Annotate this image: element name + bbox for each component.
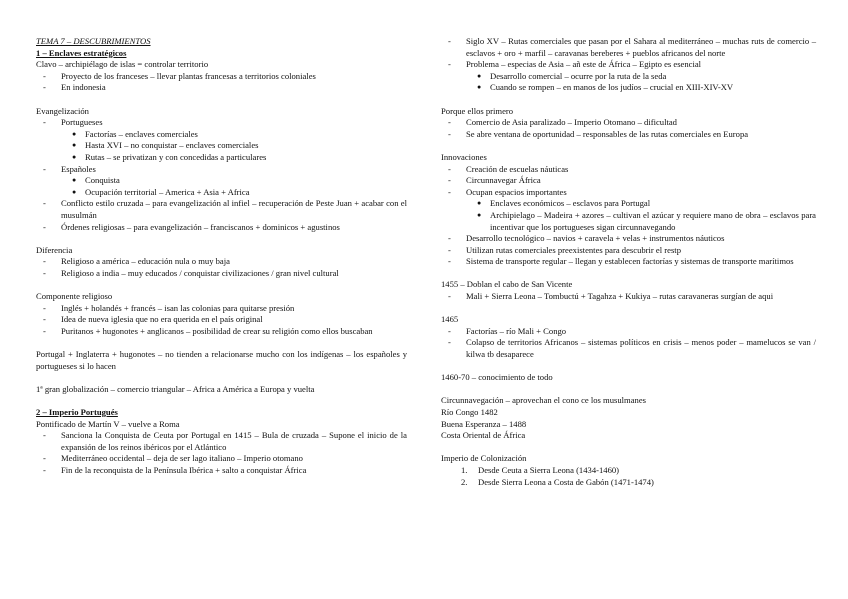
- sub-list-item: ● Archipielago – Madeira + azores – cultivan el azúcar y requiere mano de obra – esclavos para incentivar que los portugueses sigan circunnavegando: [477, 209, 816, 232]
- list-item: - Proyecto de los franceses – llevar plantas francesas a territorios coloniales: [43, 70, 316, 81]
- list-item: - Mali + Sierra Leona – Tombuctú + Tagahza + Kukiya – rutas caravaneras surgían de aqui: [448, 291, 774, 302]
- list-item: - Se abre ventana de oportunidad – responsables de las rutas comerciales en Europa: [448, 128, 749, 139]
- list-item: - Idea de nueva iglesia que no era querida en el país original: [43, 314, 263, 325]
- pontificado-line: Pontificado de Martín V – vuelve a Roma: [36, 418, 180, 429]
- section-1-heading: 1 – Enclaves estratégicos: [36, 47, 127, 58]
- year-1465-line: 1465: [441, 314, 459, 325]
- circunnavegacion-line: Circunnavegación – aprovechan el cono ce los musulmanes: [441, 395, 646, 406]
- list-item: - Mediterráneo occidental – deja de ser lago italiano – Imperio otomano: [43, 453, 303, 464]
- list-item: - Comercio de Asia paralizado – Imperio Otomano – dificultad: [448, 117, 677, 128]
- document-title: TEMA 7 – DESCUBRIMIENTOS: [36, 36, 151, 46]
- list-item: - Conflicto estilo cruzada – para evangelización al infiel – recuperación de Peste Juan + acabar con el musulmán: [43, 198, 407, 220]
- list-item: - Puritanos + hugonotes + anglicanos – posibilidad de crear su religión como ellos buscaban: [43, 325, 373, 336]
- list-item: - Siglo XV – Rutas comerciales que pasan por el Sahara al mediterráneo – muchas ruts de comercio – esclavos + oro + marfil – caravanas bereberes + pueblos africanos del norte: [448, 36, 816, 58]
- list-item: - Sistema de transporte regular – llegan y establecen factorías y sistemas de transporte marítimos: [448, 256, 794, 267]
- sub-list-item: ● Rutas – se privatizan y con concedidas a particulares: [72, 151, 267, 162]
- sub-list-item: ● Conquista: [72, 175, 120, 186]
- clavo-line: Clavo – archipiélago de islas = controlar territorio: [36, 59, 209, 70]
- list-item: - Órdenes religiosas – para evangelización – franciscanos + dominicos + agustinos: [43, 221, 340, 232]
- list-item: - Desarrollo tecnológico – navios + caravela + velas + instrumentos náuticos: [448, 233, 725, 244]
- sub-list-item: ● Ocupación territorial – America + Asia + Africa: [72, 186, 250, 197]
- portugal-paragraph: Portugal + Inglaterra + hugonotes – no tienden a relacionarse mucho con los indígenas – los españoles y portugueses si lo hacen: [36, 349, 407, 371]
- section-2-heading: 2 – Imperio Portugués: [36, 407, 118, 417]
- year-1460-line: 1460-70 – conocimiento de todo: [441, 372, 553, 383]
- right-column: [441, 36, 816, 488]
- sub-list-item: ● Cuando se rompen – en manos de los judíos – crucial en XIII-XIV-XV: [477, 82, 734, 93]
- list-item: - Inglés + holandés + francés – isan las colonias para quitarse presión: [43, 302, 295, 313]
- year-1455-line: 1455 – Doblan el cabo de San Vicente: [441, 279, 573, 290]
- innovaciones-label: Innovaciones: [441, 151, 487, 162]
- list-item: - Religioso a américa – educación nula o muy baja: [43, 256, 230, 267]
- costa-oriental-line: Costa Oriental de África: [441, 430, 526, 441]
- list-item: - Problema – especias de Asia – añ este de África – Egipto es esencial: [448, 59, 702, 70]
- list-item: - Creación de escuelas náuticas: [448, 163, 569, 174]
- componente-label: Componente religioso: [36, 291, 113, 302]
- list-item: - Religioso a india – muy educados / conquistar civilizaciones / gran nivel cultural: [43, 267, 339, 278]
- porque-label: Porque ellos primero: [441, 105, 514, 116]
- evangelizacion-label: Evangelización: [36, 105, 89, 116]
- list-item: - Colapso de territorios Africanos – sistemas políticos en crisis – menos poder – mamelucos se van / kilwa tb desaparece: [448, 337, 816, 360]
- list-item: - Fin de la reconquista de la Península Ibérica + salto a conquistar África: [43, 464, 307, 475]
- imperio-colonizacion-label: Imperio de Colonización: [441, 453, 527, 464]
- list-item: - Factorías – río Mali + Congo: [448, 325, 567, 336]
- sub-list-item: ● Hasta XVI – no conquistar – enclaves comerciales: [72, 140, 259, 151]
- list-item: - Sanciona la Conquista de Ceuta por Portugal en 1415 – Bula de cruzada – Supone el inicio de la expansión de los reinos ibéricos por el Atlántico: [43, 430, 407, 452]
- rio-congo-line: Río Congo 1482: [441, 407, 498, 417]
- list-item: - Circunnavegar África: [448, 175, 541, 186]
- list-item: - Españoles: [43, 163, 96, 174]
- list-item: - Portugueses: [43, 117, 103, 128]
- sub-list-item: ● Enclaves económicos – esclavos para Portugal: [477, 198, 651, 209]
- sub-list-item: ● Factorías – enclaves comerciales: [72, 128, 198, 139]
- diferencia-label: Diferencia: [36, 244, 73, 255]
- buena-esperanza-line: Buena Esperanza – 1488: [441, 418, 527, 429]
- numbered-item: 1. Desde Ceuta a Sierra Leona (1434-1460): [461, 464, 620, 475]
- numbered-item: 2. Desde Sierra Leona a Costa de Gabón (1471-1474): [461, 476, 654, 487]
- list-item: - Ocupan espacios importantes: [448, 186, 567, 197]
- list-item: - Utilizan rutas comerciales preexistentes para descubrir el restp: [448, 244, 681, 255]
- list-item: - En indonesia: [43, 82, 106, 93]
- globalizacion-line: 1ª gran globalización – comercio triangular – Africa a América a Europa y vuelta: [36, 383, 315, 394]
- left-column: [36, 36, 407, 477]
- sub-list-item: ● Desarrollo comercial – ocurre por la ruta de la seda: [477, 70, 667, 81]
